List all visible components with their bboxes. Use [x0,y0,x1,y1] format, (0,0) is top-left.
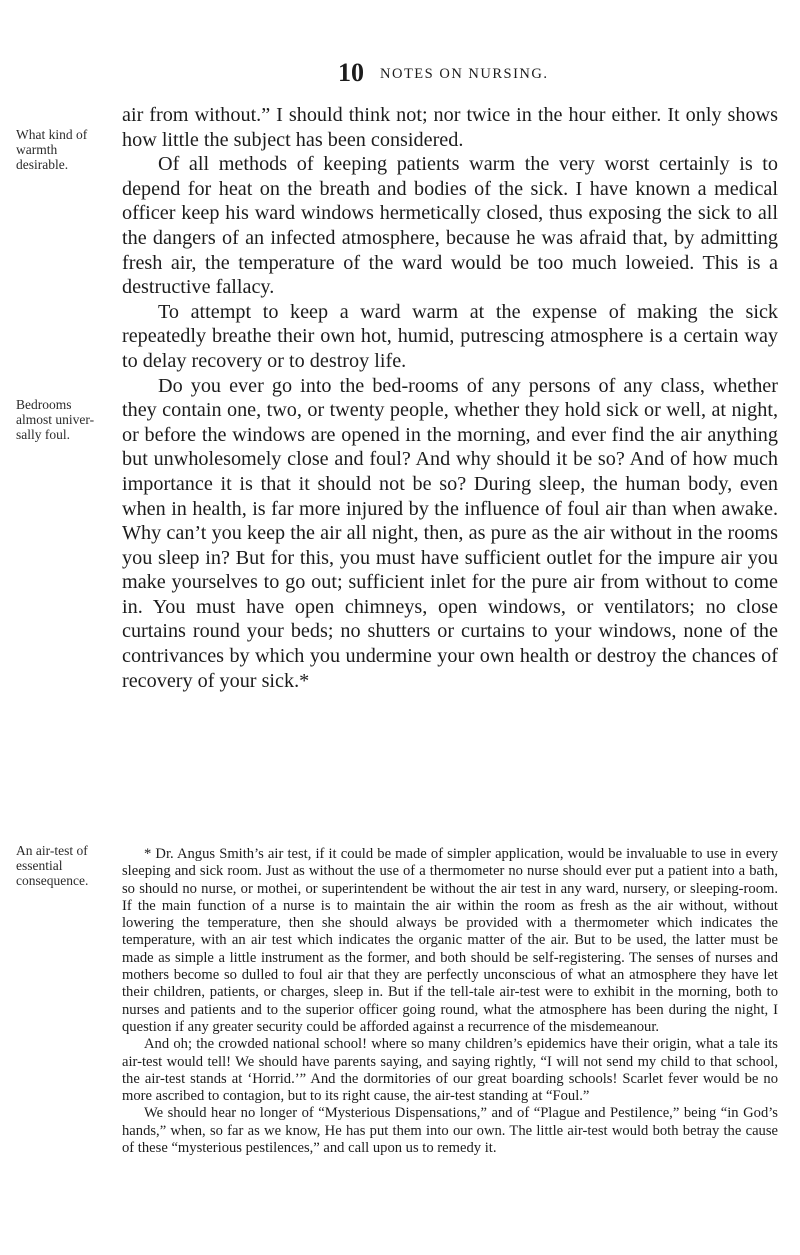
sidenote-bedrooms [16,397,94,442]
sidenote-line: Bedrooms [16,397,72,412]
main-text [122,103,778,693]
paragraph: Of all methods of keeping patients warm the very worst certainly is to depend for heat on the breath and bodies of the sick. I have known a medical officer keep his ward windows hermetically closed, thus exposing the sick to all the dangers of an infected atmosphere, because he was afraid that, by admitting fresh air, the temperature of the ward would be too much loweied. This is a destructive fallacy. [122,153,778,299]
sidenote-air-test [16,843,88,888]
sidenote-line: desirable. [16,157,69,172]
page-header [0,58,800,88]
paragraph: To attempt to keep a ward warm at the expense of making the sick repeatedly breathe their own hot, humid, putrescing atmosphere is a certain way to delay recovery or to destroy life. [122,300,778,372]
paragraph: air from without.” I should think not; nor twice in the hour either. It only shows how little the subject has been considered. [122,104,778,151]
sidenote-line: What kind of [16,127,88,142]
sidenote-line: sally foul. [16,427,70,442]
footnote-paragraph: We should hear no longer of “Mysterious Dispensations,” and of “Plague and Pestilence,” being “in God’s hands,” when, so far as we know, He has put them into our own. The little air-test would both betray the cause of these “mysterious pestilences,” and call upon us to remedy it. [122,1105,778,1157]
sidenote-warmth [16,127,87,172]
footnote-paragraph: * Dr. Angus Smith’s air test, if it could be made of simpler application, would be invaluable to use in every sleeping and sick room. Just as without the use of a thermometer no nurse should ever put a patient into a bath, so should no nurse, or mothei, or superintendent be without the air test in any ward, nursery, or sleeping-room. If the main function of a nurse is to maintain the air within the room as fresh as the air without, without lowering the temperature, then she should always be provided with a thermometer which indicates the temperature, with an air test which indicates the organic matter of the air. But to be used, the latter must be made as simple a little instrument as the former, and both should be self-registering. The senses of nurses and mothers become so dulled to foul air that they are perfectly unconscious of what an atmosphere they have let their children, patients, or charges, sleep in. But if the tell-tale air-test were to exhibit in the morning, both to nurses and patients and to the superior officer going round, what the atmosphere has been during the night, I question if any greater security could be afforded against a recurrence of the misdemeanour. [122,846,778,1035]
sidenote-line: warmth [16,142,58,157]
sidenote-line: An air-test of [16,843,88,858]
sidenote-line: essential [16,858,63,873]
paragraph: Do you ever go into the bed-rooms of any persons of any class, whether they contain one, two, or twenty people, whether they hold sick or well, at night, or before the windows are opened in the morning, and ever find the air anything but unwholesomely close and foul? And why should it be so? And of how much importance it is that it should not be so? During sleep, the human body, even when in health, is far more injured by the influence of foul air than when awake. Why can’t you keep the air all night, then, as pure as the air without in the rooms you sleep in? But for this, you must have sufficient outlet for the impure air you make yourselves to go out; sufficient inlet for the pure air from without to come in. You must have open chimneys, open windows, or ventilators; no close curtains round your beds; no shutters or curtains to your windows, none of the contrivances by which you undermine your own health or destroy the chances of recovery of your sick.* [122,374,778,692]
footnote-paragraph: And oh; the crowded national school! where so many children’s epidemics have their origin, what a tale its air-test would tell! We should have parents saying, and saying rightly, “I will not send my child to that school, the air-test stands at ‘Horrid.’” And the dormitories of our great boarding schools! Scarlet fever would be no more ascribed to contagion, but to its right cause, the air-test standing at “Foul.” [122,1036,778,1105]
sidenote-line: consequence. [16,873,89,888]
page-number: 10 [338,58,364,87]
sidenote-line: almost univer- [16,412,95,427]
footnote [122,846,778,1157]
running-head: NOTES ON NURSING. [380,66,549,82]
